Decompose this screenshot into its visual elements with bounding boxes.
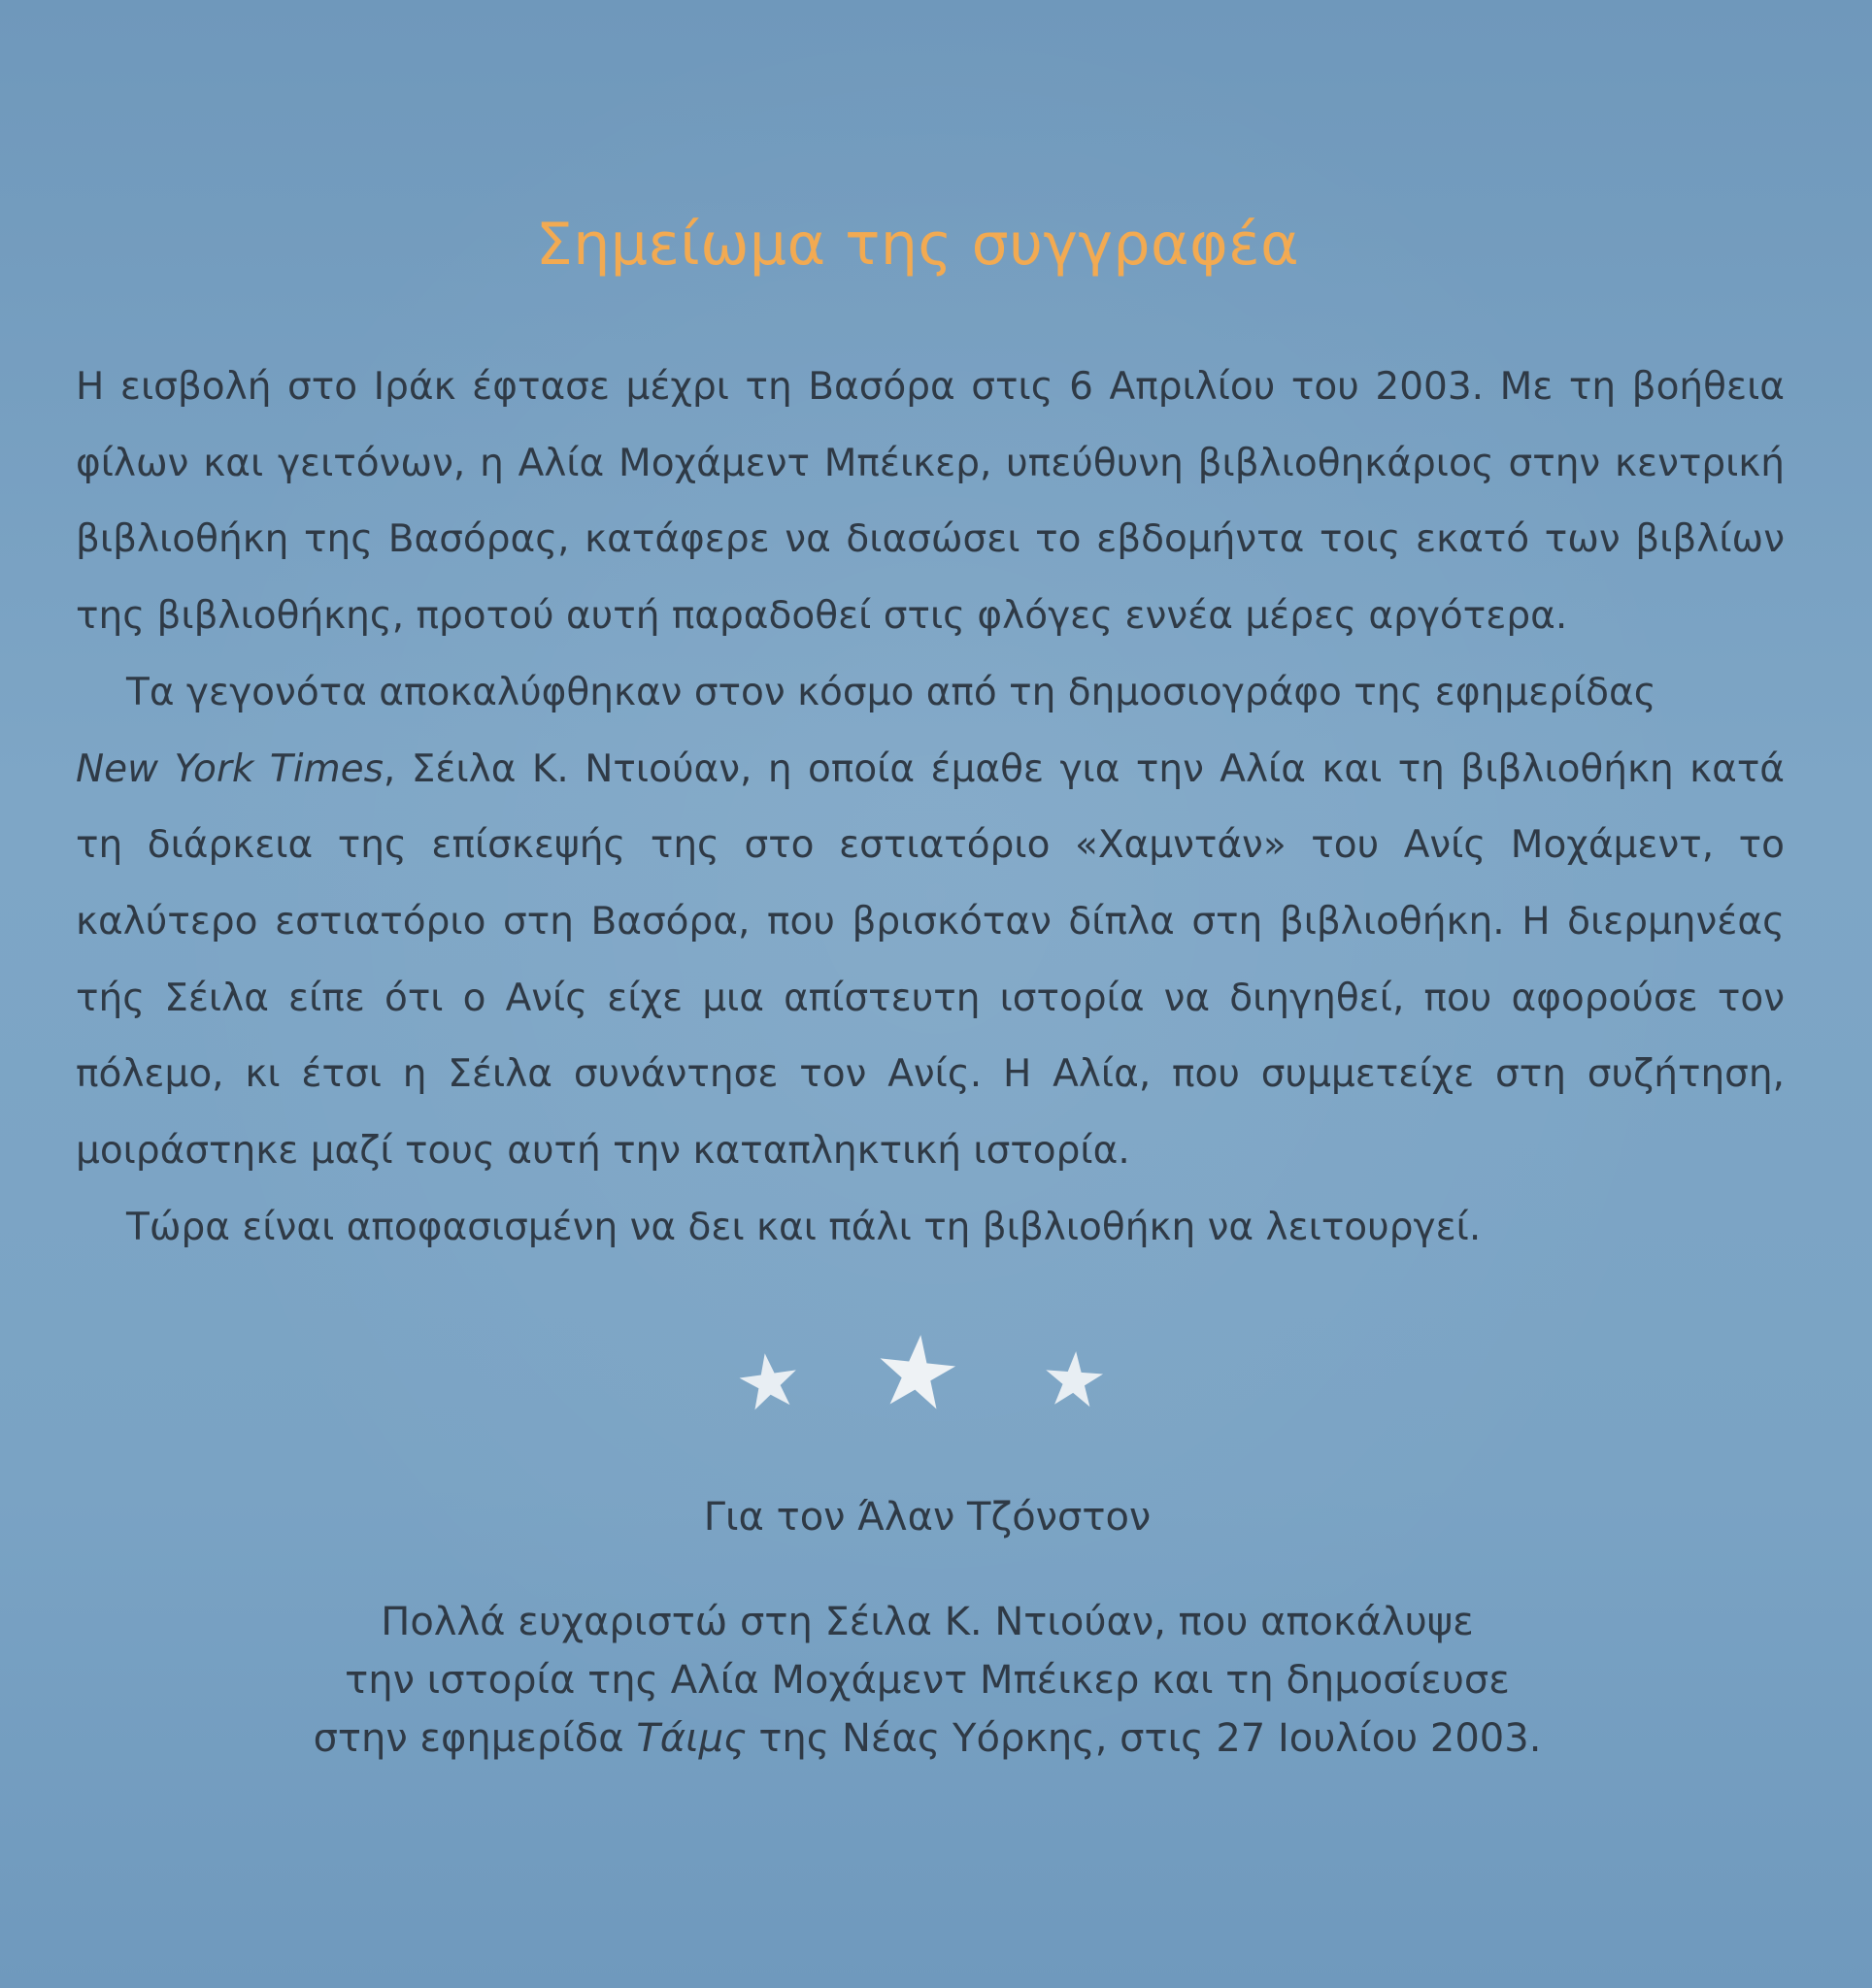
paragraph-determination: Τώρα είναι αποφασισμένη να δει και πάλι τη βιβλιοθήκη να λειτουργεί. <box>126 1205 1482 1249</box>
page-title: Σημείωμα της συγγραφέα <box>535 211 1300 279</box>
acknowledgement-line-3 <box>0 1709 1855 1768</box>
acknowledgement-line-3-rest: της Νέας Υόρκης, στις 27 Ιουλίου 2003. <box>758 1716 1542 1761</box>
newspaper-name-english: New York Times <box>76 746 384 791</box>
acknowledgement <box>0 1593 1855 1768</box>
paragraph-invasion: Η εισβολή στο Ιράκ έφτασε μέχρι τη Βασόρα στις 6 Απριλίου του 2003. Με τη βοήθεια φίλων και γειτόνων, η Αλία Μοχάμεντ Μπέικερ, υπεύθυνη βιβλιοθηκάριος στην κεντρική βιβλιοθήκη της Βασόρας, κατάφερε να διασώσει το εβδομήντα τοις εκατό των βιβλίων της βιβλιοθήκης, προτού αυτή παραδοθεί στις φλόγες εννέα μέρες αργότερα. <box>76 365 1785 639</box>
paragraph-discovery-lead: Τα γεγονότα αποκαλύφθηκαν στον κόσμο από τη δημοσιογράφο της εφημερίδας <box>126 670 1656 714</box>
star-icon <box>738 1353 800 1413</box>
acknowledgement-line-3-lead: στην εφημερίδα <box>313 1716 624 1761</box>
star-icon <box>1043 1351 1105 1411</box>
newspaper-name-greek: Τάιμς <box>636 1716 747 1761</box>
star-ornament <box>0 1332 1872 1439</box>
star-icon <box>876 1335 957 1414</box>
acknowledgement-line-1: Πολλά ευχαριστώ στη Σέιλα Κ. Ντιούαν, που αποκάλυψε <box>381 1600 1474 1644</box>
acknowledgement-line-2: την ιστορία της Αλία Μοχάμεντ Μπέικερ και τη δημοσίευσε <box>345 1658 1510 1703</box>
paragraph-discovery-rest: , Σέιλα Κ. Ντιούαν, η οποία έμαθε για την Αλία και τη βιβλιοθήκη κατά τη διάρκεια της επίσκεψής της στο εστιατόριο «Χαμντάν» του Ανίς Μοχάμεντ, το καλύτερο εστιατόριο στη Βασόρα, που βρισκόταν δίπλα στη βιβλιοθήκη. Η διερμηνέας τής Σέιλα είπε ότι ο Ανίς είχε μια απίστευτη ιστορία να διηγηθεί, που αφορούσε τον πόλεμο, κι έτσι η Σέιλα συνάντησε τον Ανίς. Η Αλία, που συμμετείχε στη συζήτηση, μοιράστηκε μαζί τους αυτή την καταπληκτική ιστορία. <box>76 746 1786 1174</box>
author-note-body <box>76 349 1785 1266</box>
paragraph-discovery <box>76 655 1785 1190</box>
dedication: Για τον Άλαν Τζόνστον <box>703 1495 1152 1540</box>
